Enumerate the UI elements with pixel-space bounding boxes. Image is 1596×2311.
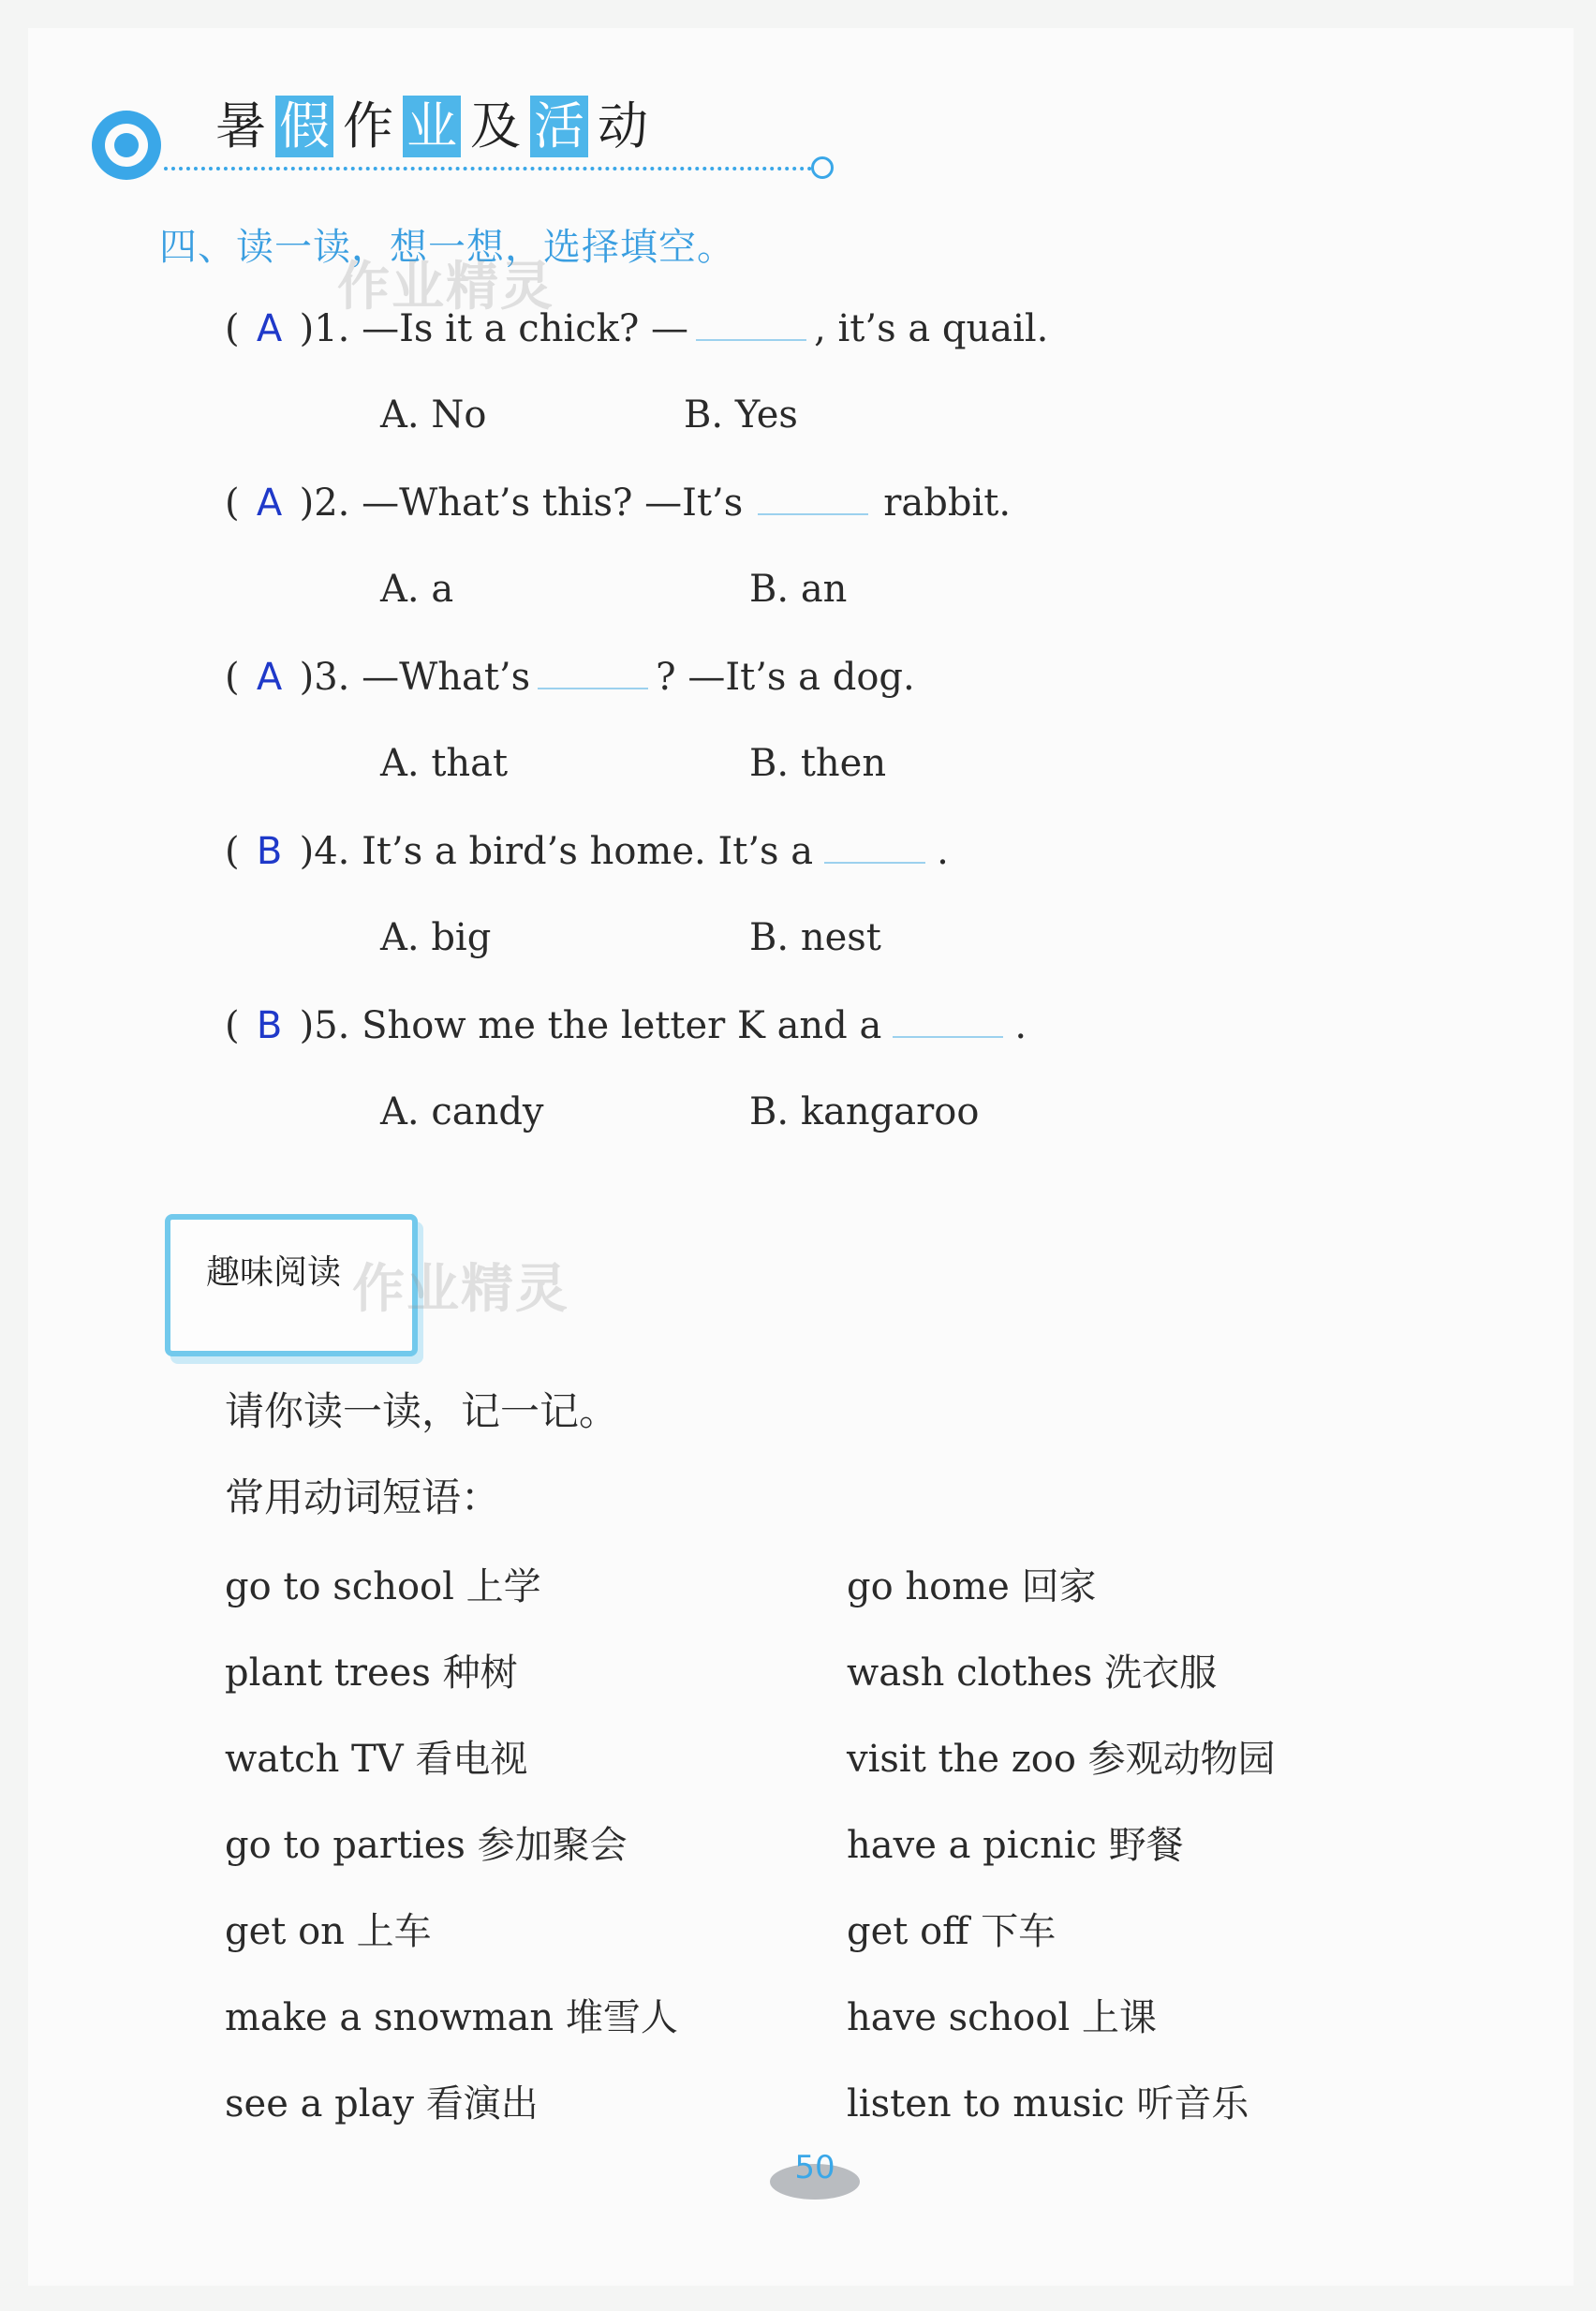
header-char: 动 [598, 96, 648, 156]
question-text: rabbit. [883, 481, 1012, 525]
header-title [212, 96, 652, 170]
answer-blank[interactable] [696, 305, 806, 341]
page-number [770, 2149, 860, 2200]
reading-instruction: 请你读一读，记一记。 [225, 1388, 619, 1434]
question-text: ? —It’s a dog. [656, 656, 915, 699]
option-b: B. nest [749, 916, 881, 959]
phrase-right: have a picnic 野餐 [847, 1824, 1184, 1867]
question-5: ( B )5. Show me the letter K and a . [225, 1004, 1027, 1047]
option-a: A. candy [380, 1090, 544, 1133]
watermark: 作业精灵 [352, 1259, 569, 1320]
answer-4: B [256, 830, 283, 873]
option-b: B. kangaroo [749, 1090, 980, 1133]
watermark: 作业精灵 [337, 257, 554, 318]
answer-3: A [256, 656, 283, 699]
option-a: A. that [380, 742, 509, 785]
phrase-left: go to parties 参加聚会 [225, 1824, 628, 1867]
phrase-right: have school 上课 [847, 1996, 1157, 2039]
page-number-text: 50 [794, 2149, 835, 2186]
header-end-circle-icon [811, 156, 834, 179]
phrase-left: watch TV 看电视 [225, 1738, 528, 1781]
phrase-right: wash clothes 洗衣服 [847, 1652, 1218, 1695]
answer-blank[interactable] [824, 828, 925, 864]
option-b: B. Yes [684, 393, 798, 437]
phrase-left: go to school 上学 [225, 1565, 541, 1608]
question-number: )5. [299, 1004, 350, 1047]
question-text: —What’s [362, 656, 531, 699]
question-1: ( A )1. —Is it a chick? — , it’s a quail. [225, 307, 1049, 350]
header-dotted-line [164, 167, 820, 170]
section-title: 四、读一读，想一想，选择填空。 [159, 226, 735, 269]
answer-1: A [256, 307, 283, 350]
question-text: It’s a bird’s home. It’s a [362, 830, 814, 873]
question-number: )3. [299, 656, 350, 699]
answer-2: A [256, 481, 283, 525]
answer-blank[interactable] [893, 1002, 1003, 1038]
reading-label: 趣味阅读 [206, 1253, 342, 1292]
option-b: B. an [749, 568, 848, 611]
phrase-right: listen to music 听音乐 [847, 2082, 1249, 2126]
question-number: )2. [299, 481, 350, 525]
header-char: 业 [403, 96, 461, 157]
question-number: )1. [299, 307, 350, 350]
question-number: )4. [299, 830, 350, 873]
reading-subtitle: 常用动词短语： [225, 1474, 501, 1520]
question-text: —Is it a chick? — [362, 307, 689, 350]
option-b: B. then [749, 742, 887, 785]
option-a: A. No [380, 393, 487, 437]
header-char: 作 [343, 96, 393, 156]
answer-5: B [256, 1004, 283, 1047]
option-a: A. a [380, 568, 454, 611]
question-3: ( A )3. —What’s ? —It’s a dog. [225, 656, 915, 699]
phrase-right: visit the zoo 参观动物园 [847, 1738, 1276, 1781]
question-text: —What’s this? —It’s [362, 481, 744, 525]
header-char: 及 [470, 96, 521, 156]
question-text: , it’s a quail. [814, 307, 1049, 350]
question-text: . [937, 830, 949, 873]
phrase-left: plant trees 种树 [225, 1652, 518, 1695]
phrase-left: see a play 看演出 [225, 2082, 539, 2126]
header-ring-icon [92, 111, 161, 180]
phrase-right: get off 下车 [847, 1910, 1057, 1953]
question-2: ( A )2. —What’s this? —It’s rabbit. [225, 481, 1012, 525]
question-4: ( B )4. It’s a bird’s home. It’s a . [225, 830, 949, 873]
phrase-left: get on 上车 [225, 1910, 432, 1953]
question-text: Show me the letter K and a [362, 1004, 882, 1047]
header-char: 活 [530, 96, 588, 157]
header-char: 暑 [215, 96, 266, 156]
phrase-left: make a snowman 堆雪人 [225, 1996, 678, 2039]
header-char: 假 [275, 96, 333, 157]
phrase-right: go home 回家 [847, 1565, 1097, 1608]
answer-blank[interactable] [758, 480, 868, 515]
option-a: A. big [380, 916, 492, 959]
question-text: . [1014, 1004, 1027, 1047]
answer-blank[interactable] [538, 654, 648, 689]
